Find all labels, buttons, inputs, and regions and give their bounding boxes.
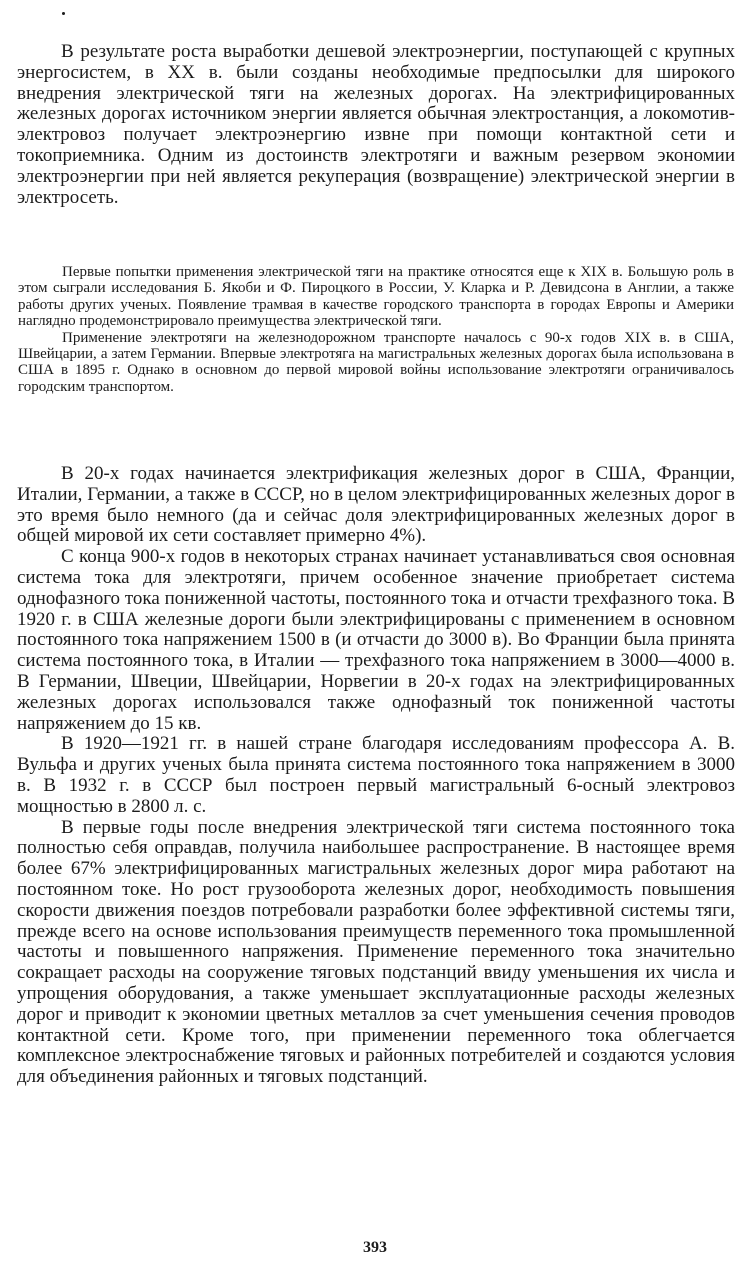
history-paragraph-early-attempts: Первые попытки применения электрической тяги на практике относятся еще к XIX в. Большую роль в этом сыграли исследования Б. Якоби и Ф. Пироцкого в России, У. Кларка и Р. Девидсона в Англии, а также работы других ученых. Появление трамвая в качестве городского транспорта в городах Европы и Америки наглядно продемонстрировало преимущества электрической тяги. — [18, 264, 734, 330]
body-paragraph-twenties: В 20-х годах начинается электрификация железных дорог в США, Франции, Италии, Германии, а также в СССР, но в целом электрифицированных железных дорог в это время было немного (да и сейчас доля электрифицированных железных дорог в общей мировой их сети составляет примерно 4%). — [17, 463, 735, 547]
body-paragraph-ussr: В 1920—1921 гг. в нашей стране благодаря исследованиям профессора А. В. Вульфа и других ученых была принята система постоянного тока напряжением в 3000 в. В 1932 г. в СССР был построен первый магистральный 6-осный электровоз мощностью в 2800 л. с. — [17, 733, 735, 817]
print-speck — [62, 12, 65, 15]
body-paragraph-current-systems: С конца 900-х годов в некоторых странах начинает устанавливаться своя основная система тока для электротяги, причем особенное значение приобретает система однофазного тока пониженной частоты, постоянного тока и отчасти трехфазного тока. В 1920 г. в США железные дороги были электрифицированы с применением в основном постоянного тока напряжением 1500 в (и отчасти до 3000 в). Во Франции была принята система постоянного тока, в Италии — трехфазного тока напряжением в 3000—4000 в. В Германии, Швеции, Швейцарии, Норвегии в 20-х годах на электрифицированных железных дорогах использовался также однофазный ток пониженной частоты напряжением до 15 кв. — [17, 546, 735, 734]
intro-paragraph: В результате роста выработки дешевой электроэнергии, поступающей с крупных энергосистем, в XX в. были созданы необходимые предпосылки для широкого внедрения электрической тяги на железных дорогах. На электрифицированных железных дорогах источником энергии является обычная электростанция, а локомотив-электровоз получает электроэнергию извне при помощи контактной сети и токоприемника. Одним из достоинств электротяги и важным резервом экономии электроэнергии при ней является рекуперация (возвращение) электрической энергии в электросеть. — [17, 41, 735, 208]
body-paragraph-ac-advantages: В первые годы после внедрения электрической тяги система постоянного тока полностью себя оправдав, получила наибольшее распространение. В настоящее время более 67% электрифицированных магистральных железных дорог мира работают на постоянном токе. Но рост грузооборота железных дорог, необходимость повышения скорости движения поездов потребовали разработки более эффективной системы тяги, прежде всего на основе использования преимуществ переменного тока промышленной частоты и повышенного напряжения. Применение переменного тока значительно сокращает расходы на сооружение тяговых подстанций ввиду уменьшения их числа и упрощения оборудования, а также уменьшает эксплуатационные расходы железных дорог и приводит к экономии цветных металлов за счет уменьшения сечения проводов контактной сети. Кроме того, при применении переменного тока облегчается комплексное электроснабжение тяговых и районных потребителей и создаются условия для объединения районных и тяговых подстанций. — [17, 816, 735, 1088]
page-number: 393 — [363, 1239, 387, 1256]
history-paragraph-railway-use: Применение электротяги на железнодорожном транспорте началось с 90-х годов XIX в. в США, Швейцарии, а затем Германии. Впервые электротяга на магистральных железных дорогах была использована в США в 1895 г. Однако в основном до первой мировой войны использование электротяги ограничивалось городским транспортом. — [18, 329, 734, 395]
history-note-section — [18, 264, 734, 395]
body-section — [17, 464, 735, 1088]
intro-section — [17, 42, 735, 208]
